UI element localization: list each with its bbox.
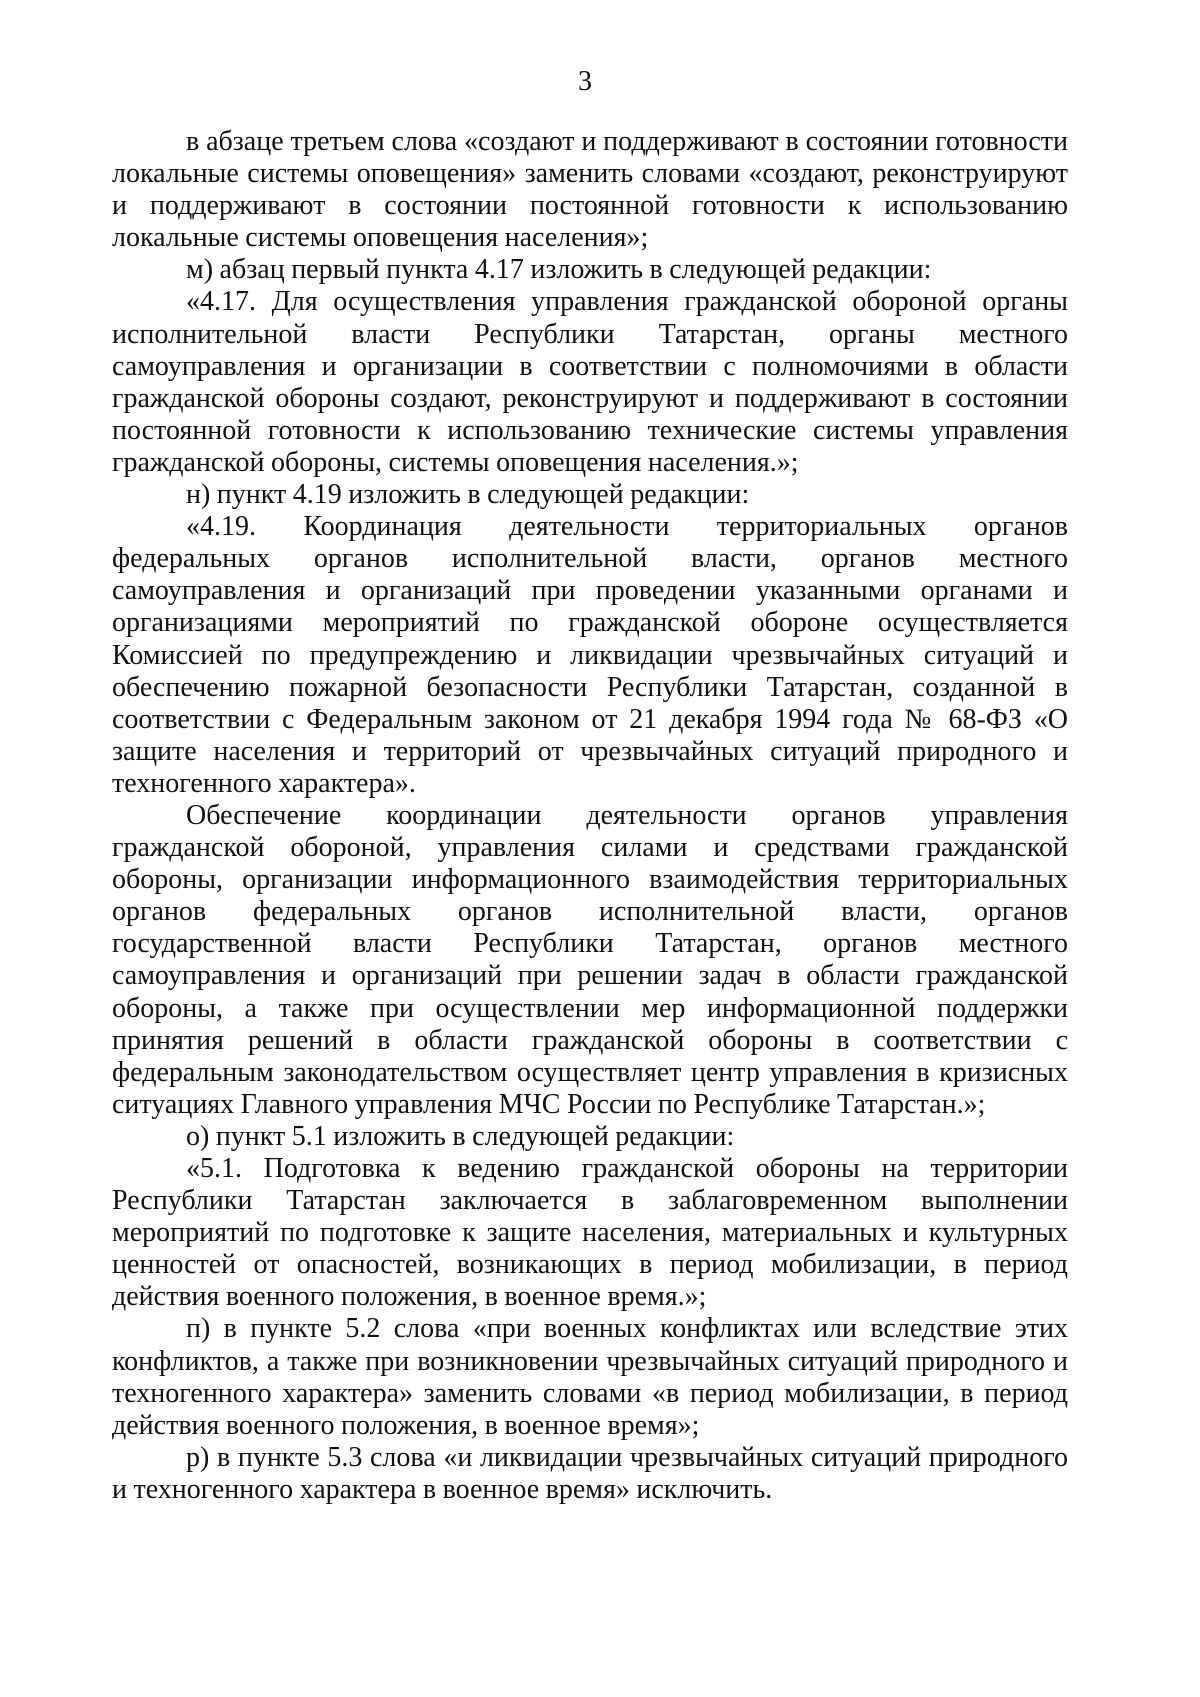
paragraph-clause-4-17: «4.17. Для осуществления управления гражданской обороной органы исполнительной власти Республики Татарстан, органы местного самоуправления и организации в соответствии с полномочиями в области гражданской обороны создают, реконструируют и поддерживают в состоянии постоянной готовности к использованию технические системы управления гражданской обороны, системы оповещения населения.»; bbox=[112, 286, 1068, 478]
paragraph-item-r: р) в пункте 5.3 слова «и ликвидации чрезвычайных ситуаций природного и техногенного характера в военное время» исключить. bbox=[112, 1441, 1068, 1505]
paragraph-coordination: Обеспечение координации деятельности органов управления гражданской обороной, управления силами и средствами гражданской обороны, организации информационного взаимодействия территориальных органов федеральных органов исполнительной власти, органов государственной власти Республики Татарстан, органов местного самоуправления и организаций при решении задач в области гражданской обороны, а также при осуществлении мер информационной поддержки принятия решений в области гражданской обороны в соответствии с федеральным законодательством осуществляет центр управления в кризисных ситуациях Главного управления МЧС России по Республике Татарстан.»; bbox=[112, 799, 1068, 1120]
paragraph-clause-4-19: «4.19. Координация деятельности территориальных органов федеральных органов исполнительной власти, органов местного самоуправления и организаций при проведении указанными органами и организациями мероприятий по гражданской обороне осуществляется Комиссией по предупреждению и ликвидации чрезвычайных ситуаций и обеспечению пожарной безопасности Республики Татарстан, созданной в соответствии с Федеральным законом от 21 декабря 1994 года № 68-ФЗ «О защите населения и территорий от чрезвычайных ситуаций природного и техногенного характера». bbox=[112, 511, 1068, 799]
document-body bbox=[112, 126, 1068, 1506]
paragraph-item-p: п) в пункте 5.2 слова «при военных конфликтах или вследствие этих конфликтов, а также при возникновении чрезвычайных ситуаций природного и техногенного характера» заменить словами «в период мобилизации, в период действия военного положения, в военное время»; bbox=[112, 1313, 1068, 1441]
paragraph-item-n: н) пункт 4.19 изложить в следующей редакции: bbox=[186, 479, 750, 511]
page-number: 3 bbox=[578, 66, 592, 97]
paragraph-item-o: о) пункт 5.1 изложить в следующей редакции: bbox=[186, 1120, 735, 1152]
paragraph-amendment-alarm-systems: в абзаце третьем слова «создают и поддерживают в состоянии готовности локальные системы оповещения» заменить словами «создают, реконструируют и поддерживают в состоянии постоянной готовности к использованию локальные системы оповещения населения»; bbox=[112, 126, 1068, 254]
paragraph-clause-5-1: «5.1. Подготовка к ведению гражданской обороны на территории Республики Татарстан заключается в заблаговременном выполнении мероприятий по подготовке к защите населения, материальных и культурных ценностей от опасностей, возникающих в период мобилизации, в период действия военного положения, в военное время.»; bbox=[112, 1153, 1068, 1313]
paragraph-item-m: м) абзац первый пункта 4.17 изложить в следующей редакции: bbox=[186, 254, 932, 286]
